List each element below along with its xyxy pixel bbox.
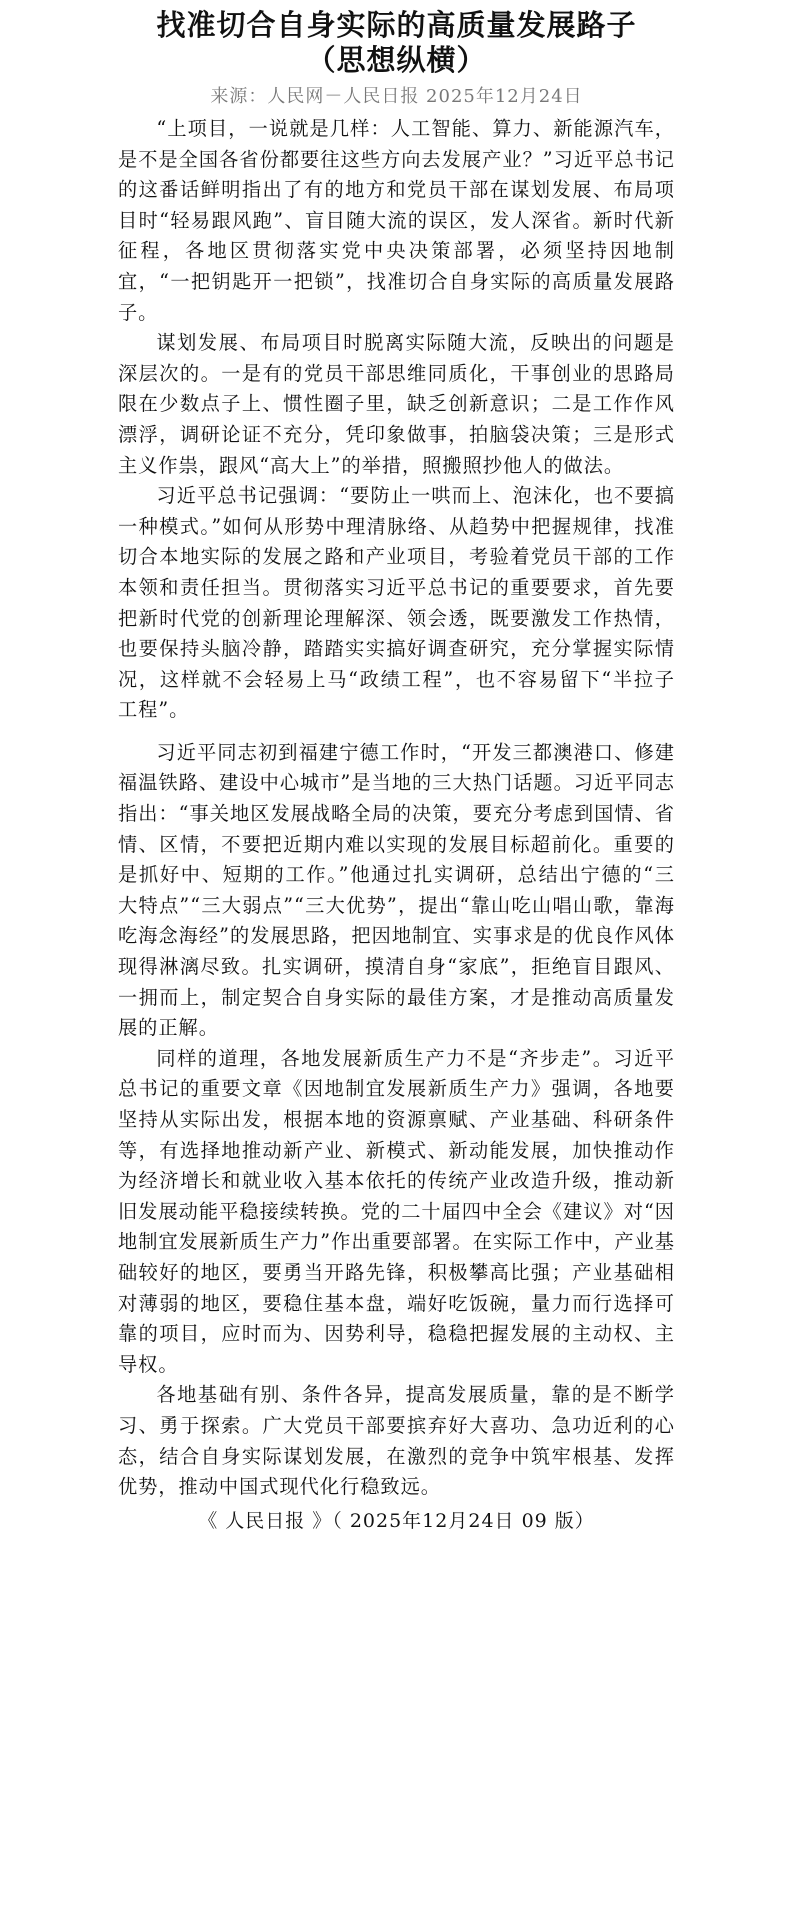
paragraph-5: 同样的道理，各地发展新质生产力不是“齐步走”。习近平总书记的重要文章《因地制宜发展新质生产力》强调，各地要坚持从实际出发，根据本地的资源禀赋、产业基础、科研条件等，有选择地推动新产业、新模式、新动能发展，加快推动作为经济增长和就业收入基本依托的传统产业改造升级，推动新旧发展动能平稳接续转换。党的二十届四中全会《建议》对“因地制宜发展新质生产力”作出重要部署。在实际工作中，产业基础较好的地区，要勇当开路先锋，积极攀高比强；产业基础相对薄弱的地区，要稳住基本盘，端好吃饭碗，量力而行选择可靠的项目，应时而为、因势利导，稳稳把握发展的主动权、主导权。 [118,1046,675,1376]
paragraph-6: 各地基础有别、条件各异，提高发展质量，靠的是不断学习、勇于探索。广大党员干部要摈弃好大喜功、急功近利的心态，结合自身实际谋划发展，在激烈的竞争中筑牢根基、发挥优势，推动中国式现代化行稳致远。 [118,1383,675,1499]
paragraph-3: 习近平总书记强调：“要防止一哄而上、泡沫化，也不要搞一种模式。”如何从形势中理清脉络、从趋势中把握规律，找准切合本地实际的发展之路和产业项目，考验着党员干部的工作本领和责任担当。贯彻落实习近平总书记的重要要求，首先要把新时代党的创新理论理解深、领会透，既要激发工作热情，也要保持头脑冷静，踏踏实实搞好调查研究，充分掌握实际情况，这样就不会轻易上马“政绩工程”，也不容易留下“半拉子工程”。 [118,484,675,722]
paragraph-1: “上项目，一说就是几样：人工智能、算力、新能源汽车，是不是全国各省份都要往这些方向去发展产业？”习近平总书记的这番话鲜明指出了有的地方和党员干部在谋划发展、布局项目时“轻易跟风跑”、盲目随大流的误区，发人深省。新时代新征程，各地区贯彻落实党中央决策部署，必须坚持因地制宜，“一把钥匙开一把锁”，找准切合自身实际的高质量发展路子。 [118,117,675,324]
paragraph-4: 习近平同志初到福建宁德工作时，“开发三都澳港口、修建福温铁路、建设中心城市”是当地的三大热门话题。习近平同志指出：“事关地区发展战略全局的决策，要充分考虑到国情、省情、区情，不要把近期内难以实现的发展目标超前化。重要的是抓好中、短期的工作。”他通过扎实调研，总结出宁德的“三大特点”“三大弱点”“三大优势”，提出“靠山吃山唱山歌，靠海吃海念海经”的发展思路，把因地制宜、实事求是的优良作风体现得淋漓尽致。扎实调研，摸清自身“家底”，拒绝盲目跟风、一拥而上，制定契合自身实际的最佳方案，才是推动高质量发展的正解。 [118,740,675,1040]
article-subtitle: （思想纵横） [306,43,487,77]
article-title: 找准切合自身实际的高质量发展路子 [156,8,637,42]
article-publication-footer: 《 人民日报 》（ 2025年12月24日 09 版） [198,1509,595,1532]
article-source-line: 来源：人民网－人民日报 2025年12月24日 [210,86,583,107]
paragraph-2: 谋划发展、布局项目时脱离实际随大流，反映出的问题是深层次的。一是有的党员干部思维同质化，干事创业的思路局限在少数点子上、惯性圈子里，缺乏创新意识；二是工作作风漂浮，调研论证不充分，凭印象做事，拍脑袋决策；三是形式主义作祟，跟风“高大上”的举措，照搬照抄他人的做法。 [118,331,675,477]
